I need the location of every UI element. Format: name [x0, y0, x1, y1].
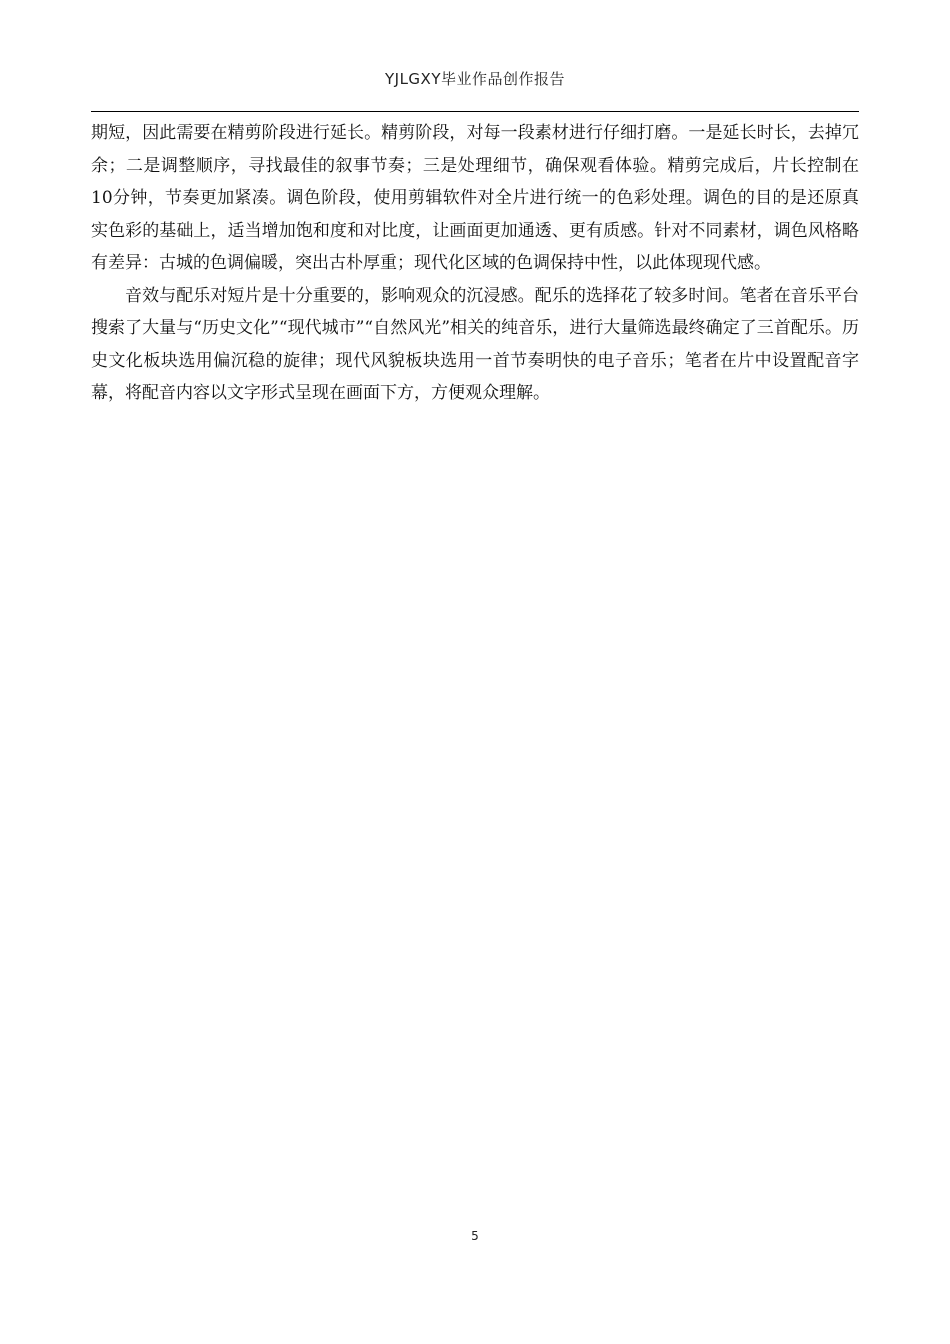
body-text — [91, 117, 859, 410]
page-number: 5 — [471, 1229, 479, 1243]
header-divider — [91, 111, 859, 112]
running-header: YJLGXY毕业作品创作报告 — [384, 70, 565, 88]
paragraph-continued: 期短，因此需要在精剪阶段进行延长。精剪阶段，对每一段素材进行仔细打磨。一是延长时长，去掉冗余；二是调整顺序，寻找最佳的叙事节奏；三是处理细节，确保观看体验。精剪完成后，片长控制在10分钟，节奏更加紧凑。调色阶段，使用剪辑软件对全片进行统一的色彩处理。调色的目的是还原真实色彩的基础上，适当增加饱和度和对比度，让画面更加通透、更有质感。针对不同素材，调色风格略有差异：古城的色调偏暖，突出古朴厚重；现代化区域的色调保持中性，以此体现现代感。 — [91, 123, 859, 273]
paragraph-audio-music: 音效与配乐对短片是十分重要的，影响观众的沉浸感。配乐的选择花了较多时间。笔者在音乐平台搜索了大量与“历史文化”“现代城市”“自然风光”相关的纯音乐，进行大量筛选最终确定了三首配乐。历史文化板块选用偏沉稳的旋律；现代风貌板块选用一首节奏明快的电子音乐；笔者在片中设置配音字幕，将配音内容以文字形式呈现在画面下方，方便观众理解。 — [91, 285, 859, 403]
